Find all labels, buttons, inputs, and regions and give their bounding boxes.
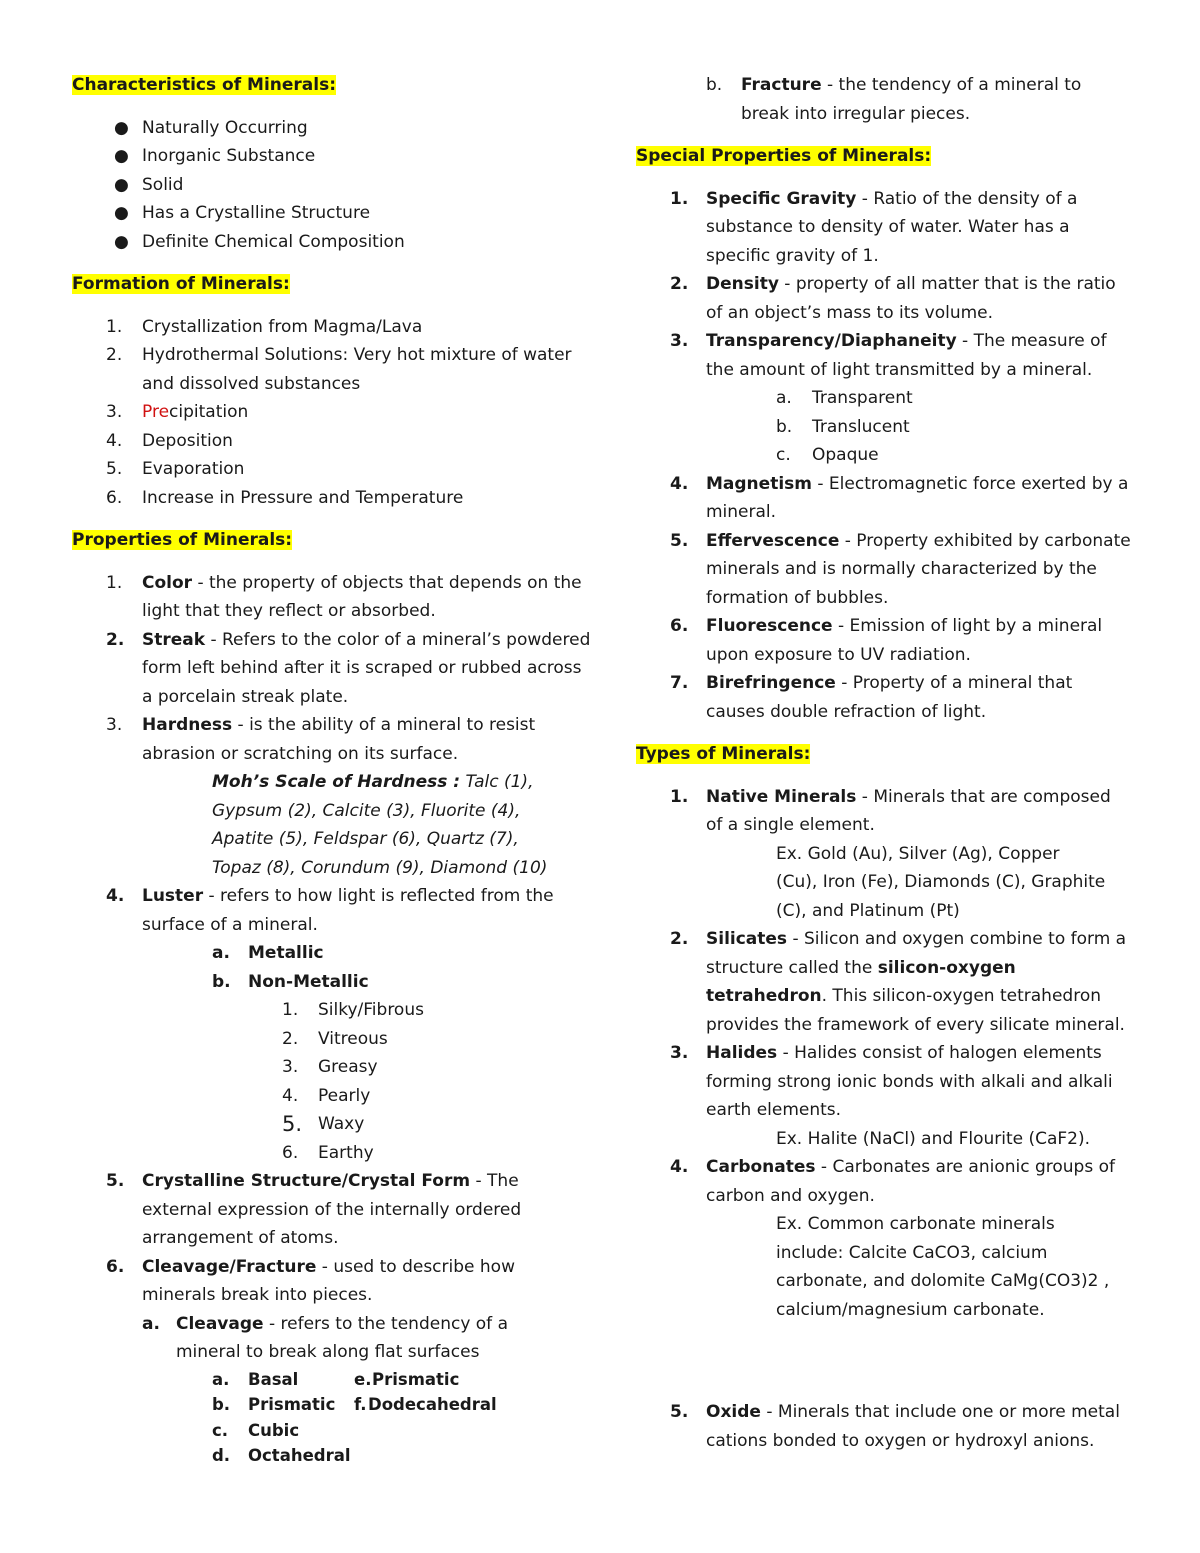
list-number: 2. (106, 629, 125, 650)
bullet-icon: ● (114, 174, 129, 195)
properties-list (72, 569, 592, 1465)
types-heading: Types of Minerals: (636, 744, 811, 764)
list-number: 2. (106, 345, 123, 365)
list-number: 6. (106, 487, 123, 508)
left-column (72, 71, 592, 1465)
transparency-sub: c. Opaque (776, 445, 879, 465)
list-item: 3. Greasy (282, 1057, 378, 1077)
cleavage-types-left (72, 1367, 352, 1469)
cleavage-type: f. Dodecahedral (354, 1395, 497, 1414)
list-number: 5. (106, 1171, 125, 1191)
type-silicates: 2. Silicates - Silicon and oxygen combine to form a structure called the silicon-oxygen tetrahedron. This silicon-oxygen tetrahedron provides the framework of every silicate mineral. (670, 929, 1127, 1035)
list-number: 1. (106, 572, 123, 593)
list-item: 3. Precipitation (72, 398, 592, 427)
type-native-example: Ex. Gold (Au), Silver (Ag), Copper (Cu), Iron (Fe), Diamonds (C), Graphite (C), and Platinum (Pt) (776, 843, 1106, 921)
property-streak: 2. Streak - Refers to the color of a mineral’s powdered form left behind after it is scraped or rubbed across a porcelain streak plate. (72, 626, 592, 712)
luster-nonmetallic: b. Non-Metallic (212, 971, 369, 992)
transparency-sub: a. Transparent (776, 388, 913, 408)
list-item: ● Solid (72, 171, 592, 200)
type-carbonates-example: Ex. Common carbonate minerals include: Calcite CaCO3, calcium carbonate, and dolomite CaMg(CO3)2 , calcium/magnesium carbonate. (776, 1214, 1110, 1320)
type-oxide: 5. Oxide - Minerals that include one or more metal cations bonded to oxygen or hydroxyl anions. (670, 1402, 1120, 1451)
list-item: 5. Evaporation (72, 455, 592, 484)
list-number: 3. (106, 402, 123, 422)
list-number: 6. (106, 1256, 125, 1277)
types-list-continued (636, 1398, 1136, 1455)
bullet-icon: ● (114, 203, 129, 223)
bullet-icon: ● (114, 231, 129, 252)
property-crystalline: 5. Crystalline Structure/Crystal Form - The external expression of the internally ordered arrangement of atoms. (72, 1167, 592, 1253)
cleavage-type: b. Prismatic (212, 1395, 336, 1414)
mohs-scale: Moh’s Scale of Hardness : Talc (1), Gypsum (2), Calcite (3), Fluorite (4), Apatite (5), Feldspar (6), Quartz (7), Topaz (8), Corundum (9), Diamond (10) (212, 772, 548, 878)
special-birefringence: 7. Birefringence - Property of a mineral that causes double refraction of light. (670, 673, 1073, 722)
bullet-icon: ● (114, 117, 129, 138)
fracture-continued (636, 71, 1136, 128)
formation-list (72, 313, 592, 513)
list-item: 6. Increase in Pressure and Temperature (72, 484, 592, 513)
cleavage-types-right (354, 1367, 594, 1418)
list-item: 2. Hydrothermal Solutions: Very hot mixture of water and dissolved substances (72, 341, 592, 398)
characteristics-heading: Characteristics of Minerals: (72, 75, 337, 95)
special-heading: Special Properties of Minerals: (636, 146, 932, 166)
luster-metallic: a. Metallic (212, 943, 324, 963)
list-item: 1. Crystallization from Magma/Lava (72, 313, 592, 342)
cleavage-item: a. Cleavage - refers to the tendency of a mineral to break along flat surfaces (142, 1313, 508, 1362)
bullet-icon: ● (114, 146, 129, 166)
list-item: 5. Waxy (282, 1112, 365, 1136)
list-item: 1. Silky/Fibrous (282, 1000, 424, 1020)
list-number: 5. (106, 459, 123, 479)
cleavage-type: d. Octahedral (212, 1446, 351, 1465)
special-magnetism: 4. Magnetism - Electromagnetic force exerted by a mineral. (670, 473, 1129, 522)
cleavage-type: e. Prismatic (354, 1369, 460, 1389)
fracture-item: b. Fracture - the tendency of a mineral to break into irregular pieces. (706, 75, 1082, 124)
type-halides: 3. Halides - Halides consist of halogen elements forming strong ionic bonds with alkali and alkali earth elements. (670, 1043, 1113, 1120)
cleavage-type: a. Basal (212, 1369, 299, 1389)
type-native: 1. Native Minerals - Minerals that are composed of a single element. (670, 786, 1111, 835)
cleavage-type: c. Cubic (212, 1420, 300, 1440)
property-color: 1. Color - the property of objects that depends on the light that they reflect or absorbed. (72, 569, 592, 626)
list-item: 4. Pearly (282, 1085, 371, 1106)
special-effervescence: 5. Effervescence - Property exhibited by carbonate minerals and is normally characterized by the formation of bubbles. (670, 530, 1131, 608)
types-list (636, 783, 1136, 1325)
list-number: 4. (106, 886, 125, 906)
list-item: 6. Earthy (282, 1142, 374, 1163)
type-halides-example: Ex. Halite (NaCl) and Flourite (CaF2). (776, 1128, 1091, 1149)
list-number: 1. (106, 316, 123, 337)
right-column (636, 71, 1136, 1469)
list-item: ● Has a Crystalline Structure (72, 199, 592, 228)
list-number: 4. (106, 430, 123, 451)
list-item: 4. Deposition (72, 427, 592, 456)
list-item: ● Inorganic Substance (72, 142, 592, 171)
list-item: 2. Vitreous (282, 1028, 388, 1049)
property-cleavage-fracture: 6. Cleavage/Fracture - used to describe how minerals break into pieces. (72, 1253, 522, 1310)
special-transparency: 3. Transparency/Diaphaneity - The measure of the amount of light transmitted by a mineral. (670, 331, 1107, 380)
property-luster: 4. Luster - refers to how light is reflected from the surface of a mineral. (72, 882, 592, 939)
list-number: 3. (106, 715, 123, 735)
formation-heading: Formation of Minerals: (72, 274, 290, 294)
special-list (636, 185, 1136, 727)
list-item: ● Definite Chemical Composition (72, 228, 592, 257)
special-specific-gravity: 1. Specific Gravity - Ratio of the density of a substance to density of water. Water has a specific gravity of 1. (670, 188, 1078, 266)
properties-heading: Properties of Minerals: (72, 530, 293, 550)
property-hardness: 3. Hardness - is the ability of a mineral to resist abrasion or scratching on its surface. (72, 711, 592, 768)
special-density: 2. Density - property of all matter that is the ratio of an object’s mass to its volume. (670, 274, 1116, 323)
transparency-sub: b. Translucent (776, 416, 910, 437)
characteristics-list (72, 114, 592, 257)
special-fluorescence: 6. Fluorescence - Emission of light by a mineral upon exposure to UV radiation. (670, 616, 1103, 665)
list-item: ● Naturally Occurring (72, 114, 592, 143)
type-carbonates: 4. Carbonates - Carbonates are anionic groups of carbon and oxygen. (670, 1157, 1115, 1206)
